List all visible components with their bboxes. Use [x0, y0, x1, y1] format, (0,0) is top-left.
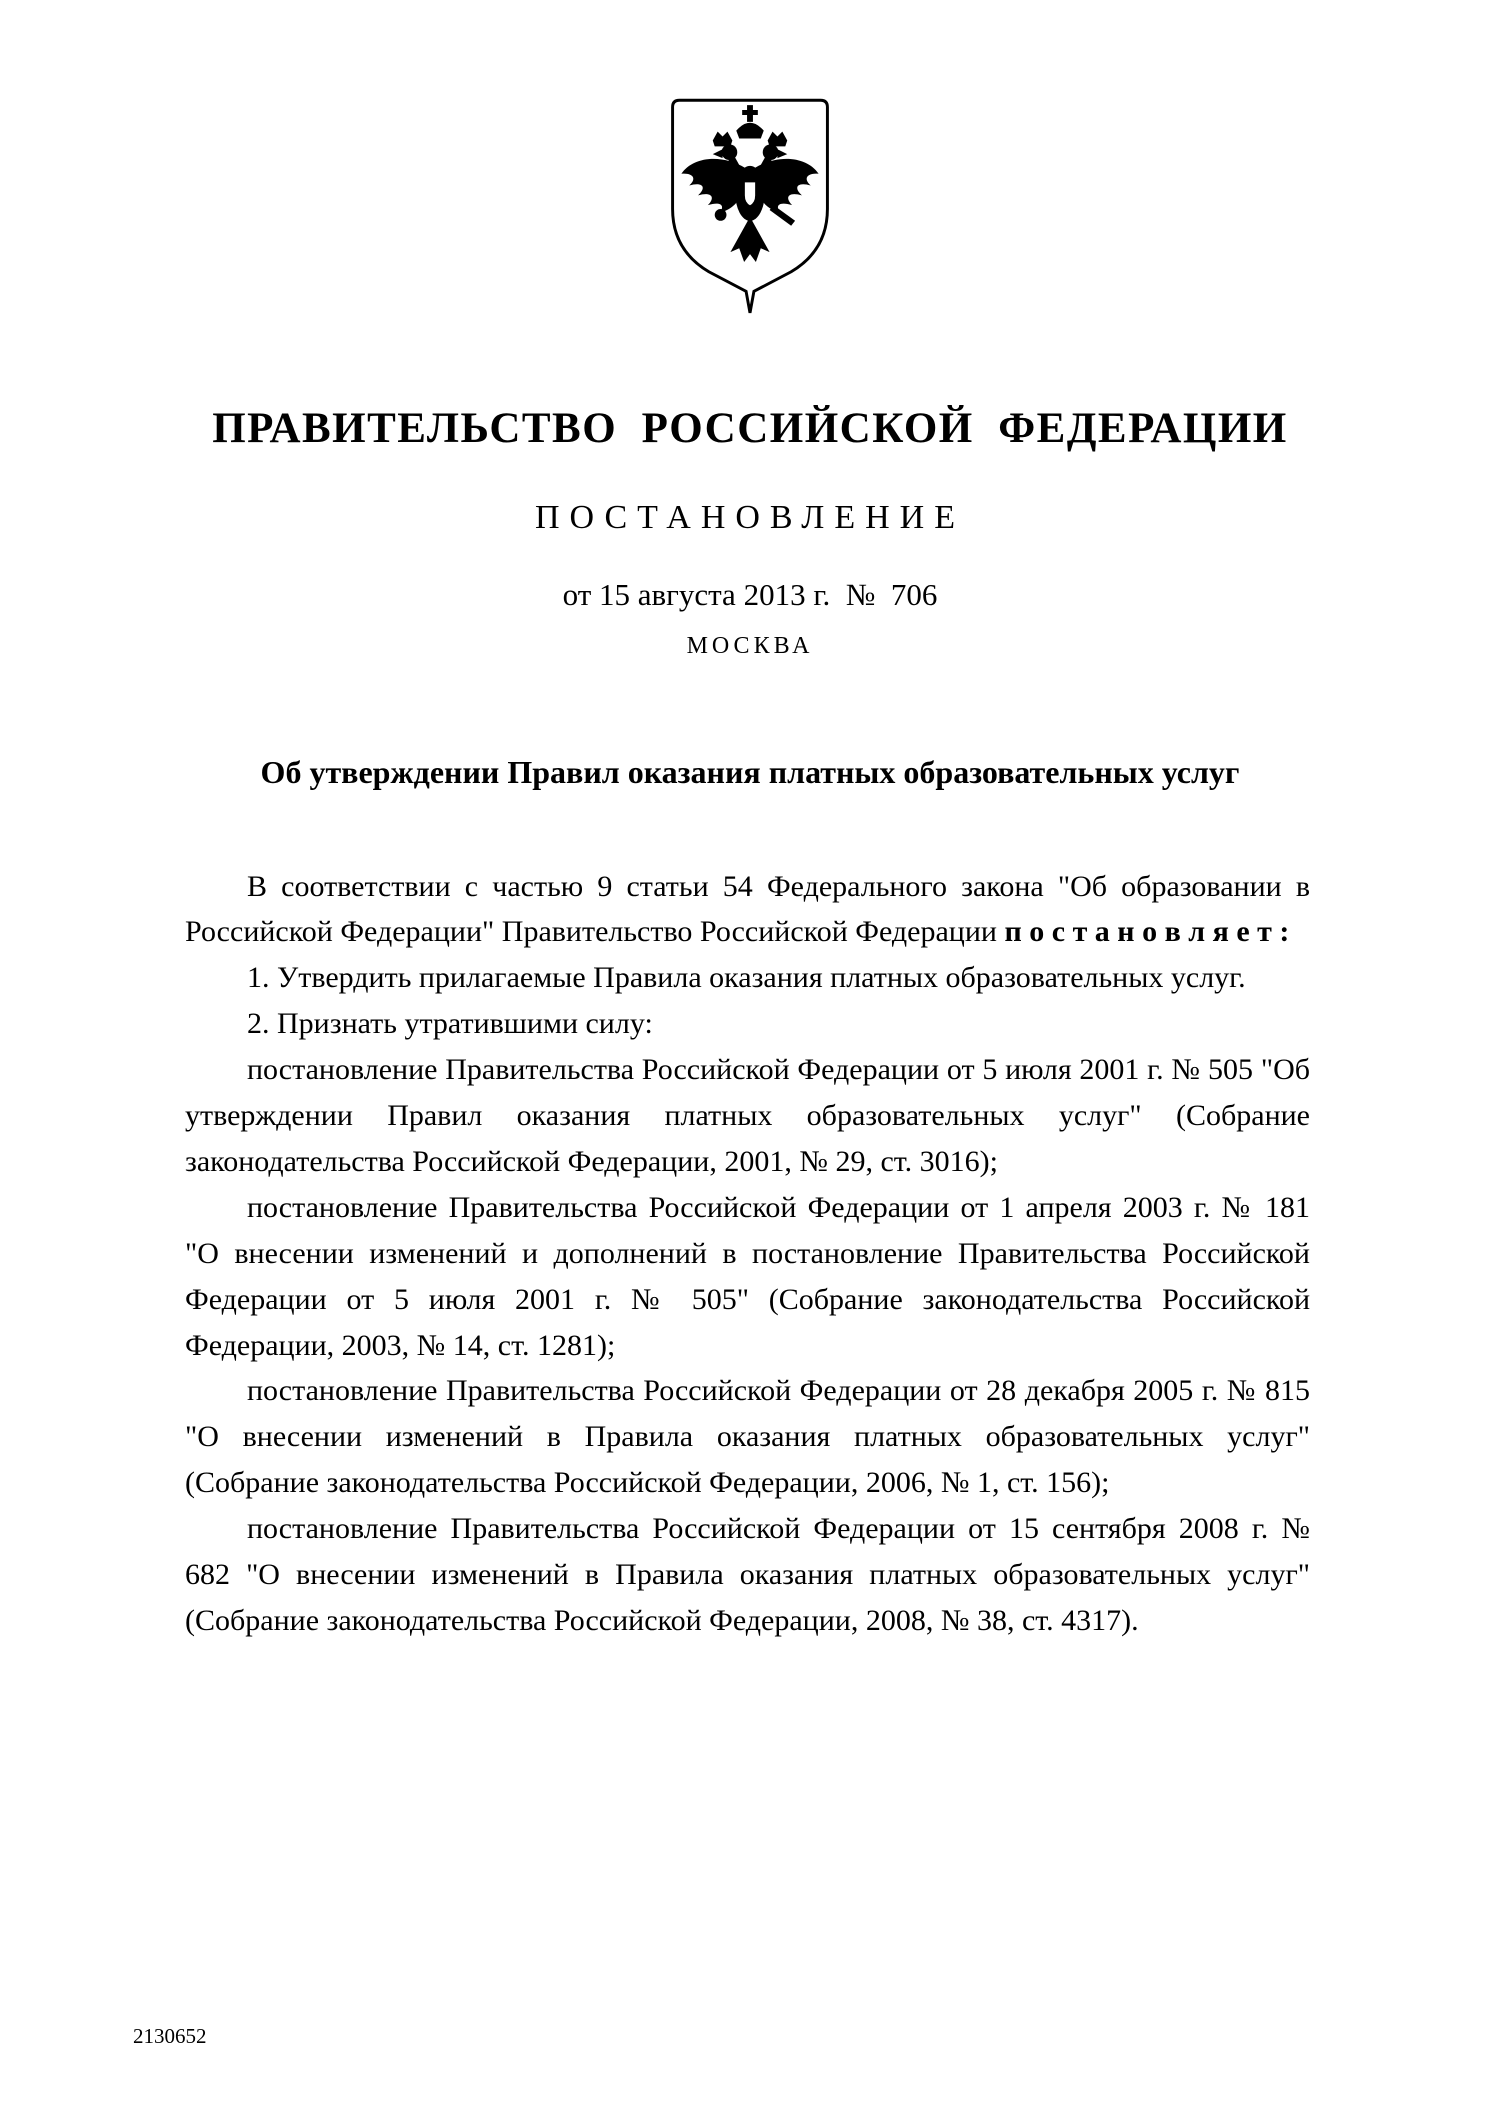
government-org-name: ПРАВИТЕЛЬСТВО РОССИЙСКОЙ ФЕДЕРАЦИИ — [212, 405, 1288, 452]
intro-paragraph — [185, 864, 1310, 956]
paragraph: 1. Утвердить прилагаемые Правила оказания платных образовательных услуг. — [247, 961, 1246, 995]
paragraph: постановление Правительства Российской Федерации от 1 апреля 2003 г. № 181 "О внесении изменений и дополнений в постановление Правительства Российской Федерации от 5 июля 2001 г. № 505" (Собрание законодательства Российской Федерации, 2003, № 14, ст. 1281); — [185, 1190, 1310, 1362]
paragraph: постановление Правительства Российской Федерации от 15 сентября 2008 г. № 682 "О внесении изменений в Правила оказания платных образовательных услуг" (Собрание законодательства Российской Федерации, 2008, № 38, ст. 4317). — [185, 1512, 1310, 1637]
city-label: МОСКВА — [686, 633, 814, 659]
postanovlyaet-keyword: п о с т а н о в л я е т : — [1004, 915, 1290, 949]
intro-text: В соответствии с частью 9 статьи 54 Федерального закона "Об образовании в Российской Федерации" Правительство Российской Федерации — [185, 869, 1310, 949]
document-title: Об утверждении Правил оказания платных образовательных услуг — [260, 754, 1240, 790]
document-type-heading: ПОСТАНОВЛЕНИЕ — [534, 499, 966, 536]
document-footer-code: 2130652 — [133, 2024, 207, 2048]
coat-of-arms-svg — [652, 95, 848, 327]
paragraph: постановление Правительства Российской Федерации от 28 декабря 2005 г. № 815 "О внесении изменений в Правила оказания платных образовательных услуг" (Собрание законодательства Российской Федерации, 2006, № 1, ст. 156); — [185, 1374, 1310, 1500]
paragraph: постановление Правительства Российской Федерации от 5 июля 2001 г. № 505 "Об утверждении Правил оказания платных образовательных услуг" (Собрание законодательства Российской Федерации, 2001, № 29, ст. 3016); — [185, 1053, 1310, 1178]
paragraph: 2. Признать утратившими силу: — [247, 1007, 653, 1041]
coat-of-arms-icon — [0, 0, 1500, 332]
date-number-line: от 15 августа 2013 г. № 706 — [562, 577, 938, 612]
document-body — [185, 864, 1310, 1644]
